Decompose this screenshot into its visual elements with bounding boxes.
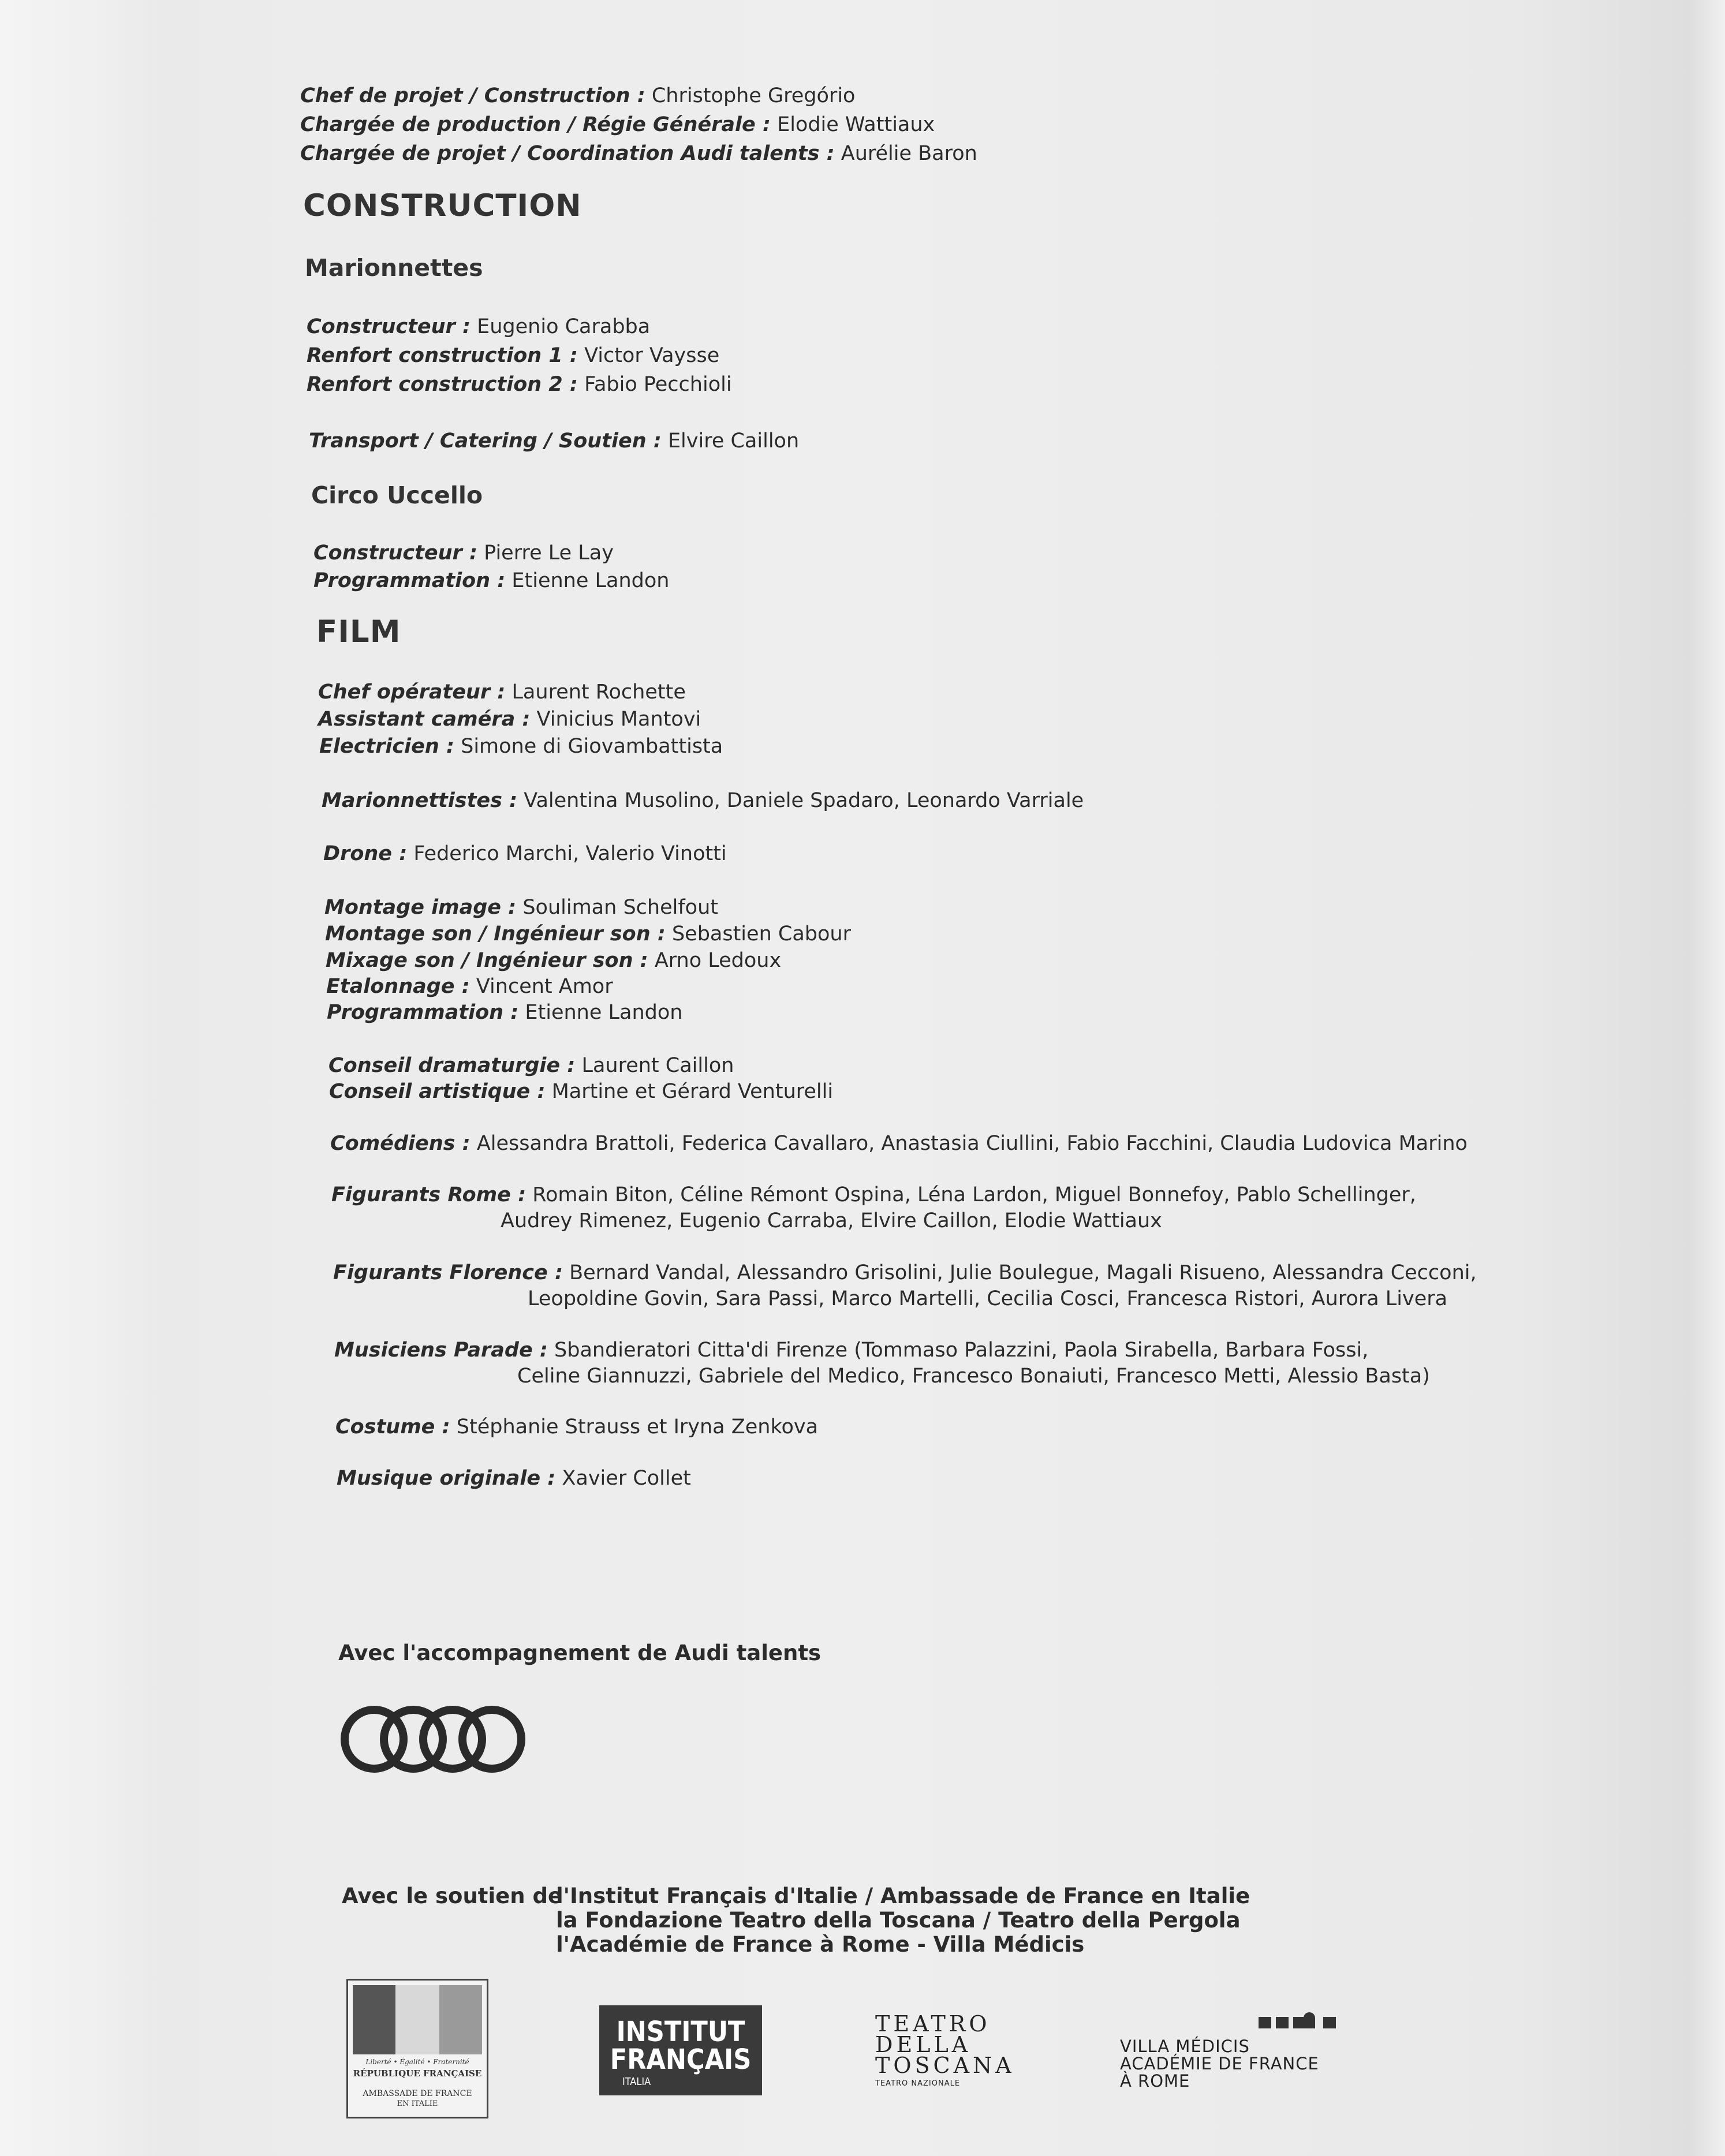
credit-line: Mixage son / Ingénieur son : Arno Ledoux <box>326 949 782 972</box>
if-line3: ITALIA <box>622 2076 651 2088</box>
support-label: Avec le soutien de : <box>342 1884 578 1908</box>
credit-line: Conseil dramaturgie : Laurent Caillon <box>328 1054 734 1077</box>
credit-line: Drone : Federico Marchi, Valerio Vinotti <box>323 842 727 865</box>
institut-francais-logo <box>599 2005 762 2095</box>
credit-line: Musiciens Parade : Sbandieratori Citta'di Firenze (Tommaso Palazzini, Paola Sirabella, Barbara Fossi, <box>334 1339 1369 1362</box>
rf-sub1: AMBASSADE DE FRANCE <box>363 2089 472 2098</box>
credit-line: Transport / Catering / Soutien : Elvire Caillon <box>309 429 800 453</box>
credit-continuation: Celine Giannuzzi, Gabriele del Medico, Francesco Bonaiuti, Francesco Metti, Alessio Basta) <box>517 1365 1430 1388</box>
tt-line1: TEATRO <box>875 2011 991 2037</box>
credit-line: Figurants Florence : Bernard Vandal, Alessandro Grisolini, Julie Boulegue, Magali Risueno, Alessandra Cecconi, <box>333 1261 1477 1284</box>
tt-line2: DELLA <box>875 2032 972 2057</box>
rf-name: RÉPUBLIQUE FRANÇAISE <box>353 2068 482 2079</box>
credit-line: Constructeur : Pierre Le Lay <box>313 541 614 565</box>
credit-line: Renfort construction 1 : Victor Vaysse <box>307 344 720 367</box>
credit-line: Programmation : Etienne Landon <box>313 569 670 592</box>
credit-line: Montage son / Ingénieur son : Sebastien Cabour <box>325 922 851 946</box>
section-title-film: FILM <box>316 614 401 649</box>
if-line2: FRANÇAIS <box>610 2043 752 2076</box>
wall-right-edge <box>1690 0 1725 2156</box>
credit-line: Musique originale : Xavier Collet <box>337 1467 691 1490</box>
credit-line: Chef opérateur : Laurent Rochette <box>318 681 686 704</box>
credit-line: Montage image : Souliman Schelfout <box>324 896 718 919</box>
subsection-title-circo: Circo Uccello <box>311 481 483 509</box>
credit-line: Programmation : Etienne Landon <box>327 1001 683 1024</box>
credit-continuation: Leopoldine Govin, Sara Passi, Marco Martelli, Cecilia Cosci, Francesca Ristori, Aurora Livera <box>528 1287 1448 1310</box>
section-title-construction: CONSTRUCTION <box>303 188 582 223</box>
support-line: l'Institut Français d'Italie / Ambassade de France en Italie <box>556 1884 1250 1908</box>
credit-line: Renfort construction 2 : Fabio Pecchioli <box>307 373 732 396</box>
villa-icon-block <box>1259 2017 1271 2028</box>
rf-sub2: EN ITALIE <box>397 2099 438 2108</box>
credit-line: Costume : Stéphanie Strauss et Iryna Zenkova <box>335 1415 819 1438</box>
villa-medicis-logo <box>1120 2017 1351 2098</box>
credit-line: Marionnettistes : Valentina Musolino, Daniele Spadaro, Leonardo Varriale <box>322 789 1084 812</box>
support-line: l'Académie de France à Rome - Villa Médicis <box>556 1932 1085 1957</box>
wall-left-edge <box>0 0 173 2156</box>
vm-line3: À ROME <box>1120 2071 1190 2091</box>
credit-line: Constructeur : Eugenio Carabba <box>307 315 651 338</box>
credit-line: Conseil artistique : Martine et Gérard Venturelli <box>329 1080 834 1103</box>
republique-francaise-logo <box>346 1979 488 2118</box>
credit-line: Etalonnage : Vincent Amor <box>326 975 613 998</box>
credit-continuation: Audrey Rimenez, Eugenio Carraba, Elvire Caillon, Elodie Wattiaux <box>501 1209 1162 1232</box>
credit-line: Electricien : Simone di Giovambattista <box>319 735 723 758</box>
tt-line3: TOSCANA <box>875 2053 1015 2078</box>
villa-icon-tower <box>1304 2012 1315 2028</box>
vm-line1: VILLA MÉDICIS <box>1120 2037 1250 2056</box>
credit-line: Figurants Rome : Romain Biton, Céline Rémont Ospina, Léna Lardon, Miguel Bonnefoy, Pablo Schellinger, <box>331 1183 1416 1206</box>
flag-stripe-left <box>353 1985 395 2054</box>
audi-rings-icon <box>338 1702 529 1777</box>
flag-stripe-right <box>439 1985 482 2054</box>
credit-line: Comédiens : Alessandra Brattoli, Federica Cavallaro, Anastasia Ciullini, Fabio Facchini, Claudia Ludovica Marino <box>330 1132 1468 1155</box>
subsection-title-marionnettes: Marionnettes <box>305 254 483 282</box>
villa-icon-block <box>1323 2017 1336 2028</box>
teatro-della-toscana-logo <box>875 2011 1048 2092</box>
vm-line2: ACADÉMIE DE FRANCE <box>1120 2054 1319 2073</box>
support-line: la Fondazione Teatro della Toscana / Teatro della Pergola <box>556 1908 1241 1933</box>
villa-icon-block <box>1276 2017 1289 2028</box>
credit-line: Assistant caméra : Vinicius Mantovi <box>318 708 701 731</box>
rf-motto: Liberté • Égalité • Fraternité <box>365 2058 469 2066</box>
tt-line4: TEATRO NAZIONALE <box>875 2079 961 2088</box>
if-line1: INSTITUT <box>616 2016 745 2048</box>
credit-line: Chef de projet / Construction : Christophe Gregório <box>300 84 856 107</box>
credit-line: Chargée de projet / Coordination Audi talents : Aurélie Baron <box>300 142 977 165</box>
audi-accompaniment-text: Avec l'accompagnement de Audi talents <box>338 1641 822 1665</box>
credit-line: Chargée de production / Régie Générale : Elodie Wattiaux <box>300 113 935 136</box>
